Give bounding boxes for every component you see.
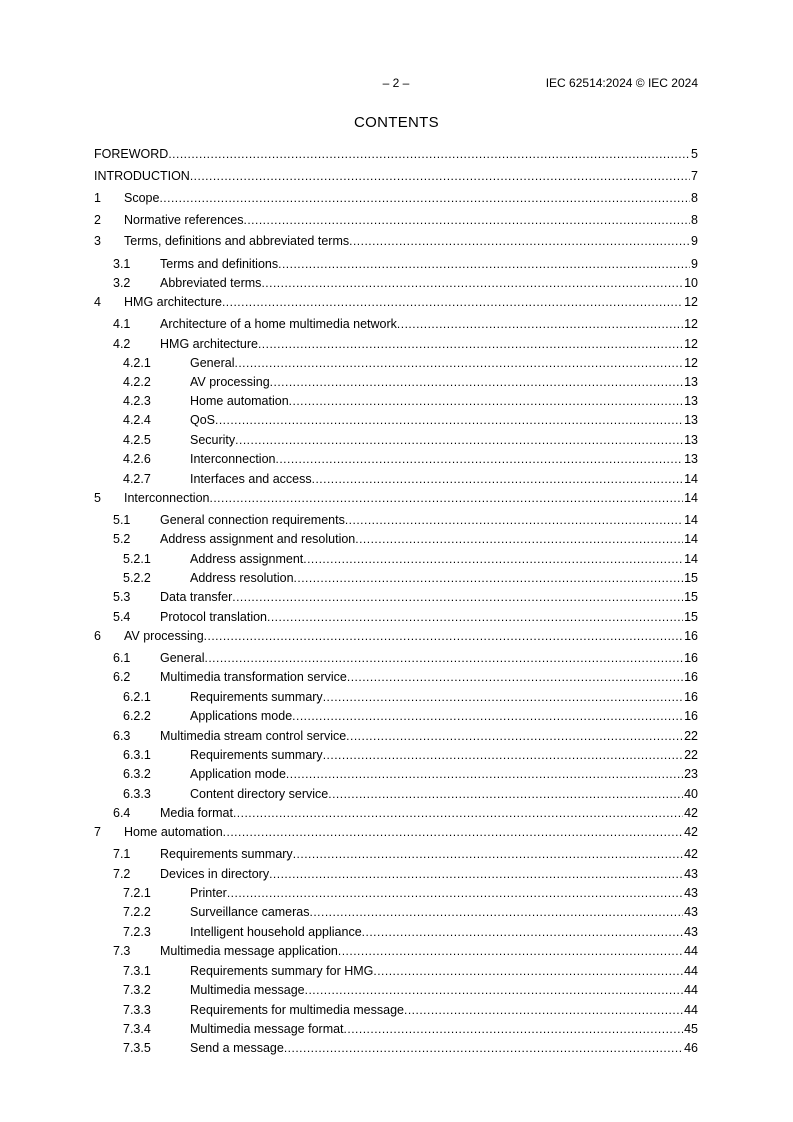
toc-entry-title: Requirements summary: [190, 748, 323, 762]
toc-entry[interactable]: [94, 904, 698, 920]
toc-entry-title: General: [190, 356, 235, 370]
toc-entry[interactable]: [94, 786, 698, 802]
toc-entry-line: [190, 355, 698, 371]
toc-entry-line: [160, 589, 698, 605]
toc-entry[interactable]: [94, 190, 698, 206]
toc-entry-page: 12: [684, 295, 698, 309]
toc-entry-page: 13: [684, 452, 698, 466]
toc-entry-number: 7.2.3: [123, 925, 151, 939]
toc-dot-leader: [289, 393, 683, 409]
toc-entry[interactable]: [94, 885, 698, 901]
toc-entry[interactable]: [94, 412, 698, 428]
toc-entry-title: Interconnection: [124, 491, 210, 505]
toc-entry-page: 14: [684, 472, 698, 486]
toc-entry[interactable]: [94, 589, 698, 605]
toc-entry-number: 5.2.2: [123, 571, 151, 585]
toc-entry-page: 16: [684, 629, 698, 643]
toc-entry-line: [190, 924, 698, 940]
toc-entry-number: 4.2.2: [123, 375, 151, 389]
toc-dot-leader: [278, 256, 690, 272]
toc-entry[interactable]: [94, 824, 698, 840]
toc-entry-page: 16: [684, 670, 698, 684]
toc-entry[interactable]: [94, 866, 698, 882]
toc-entry-number: 1: [94, 191, 101, 205]
toc-dot-leader: [190, 168, 690, 184]
toc-entry-title: Scope: [124, 191, 160, 205]
toc-entry-number: 6.1: [113, 651, 131, 665]
toc-entry-title: Address assignment and resolution: [160, 532, 356, 546]
toc-entry-line: [160, 728, 698, 744]
toc-entry-title: Normative references: [124, 213, 244, 227]
toc-entry-number: 5.2.1: [123, 552, 151, 566]
toc-entry-page: 13: [684, 394, 698, 408]
toc-entry[interactable]: [94, 728, 698, 744]
toc-entry-title: Requirements for multimedia message: [190, 1003, 404, 1017]
toc-entry-title: Abbreviated terms: [160, 276, 262, 290]
toc-entry-number: 7.3.2: [123, 983, 151, 997]
toc-entry-number: 7.3.5: [123, 1041, 151, 1055]
standard-designation: IEC 62514:2024 © IEC 2024: [545, 76, 698, 90]
toc-entry-page: 14: [684, 513, 698, 527]
toc-dot-leader: [284, 1040, 683, 1056]
toc-dot-leader: [223, 824, 683, 840]
toc-entry-number: 5.3: [113, 590, 131, 604]
toc-entry-page: 44: [684, 1003, 698, 1017]
toc-entry[interactable]: [94, 531, 698, 547]
toc-entry-line: [190, 1002, 698, 1018]
toc-entry-number: 4.2.7: [123, 472, 151, 486]
toc-entry-title: Devices in directory: [160, 867, 270, 881]
toc-entry-page: 44: [684, 944, 698, 958]
toc-entry-line: [190, 471, 698, 487]
toc-entry[interactable]: [94, 233, 698, 249]
toc-dot-leader: [269, 866, 683, 882]
toc-entry-number: 7.3: [113, 944, 131, 958]
toc-entry-page: 44: [684, 964, 698, 978]
toc-entry-title: Terms and definitions: [160, 257, 279, 271]
toc-entry-line: [160, 650, 698, 666]
toc-entry-page: 8: [691, 213, 698, 227]
toc-dot-leader: [204, 650, 683, 666]
page-header: [94, 76, 698, 92]
toc-entry-number: 3.2: [113, 276, 131, 290]
toc-entry-line: [190, 570, 698, 586]
toc-entry[interactable]: [94, 512, 698, 528]
toc-entry-title: Address assignment: [190, 552, 304, 566]
toc-entry-line: [190, 451, 698, 467]
toc-entry-line: [124, 190, 698, 206]
toc-dot-leader: [362, 924, 683, 940]
toc-entry-number: 4.2.5: [123, 433, 151, 447]
toc-entry-number: 6.2.2: [123, 709, 151, 723]
toc-entry-page: 12: [684, 356, 698, 370]
toc-entry[interactable]: [94, 551, 698, 567]
toc-entry-number: 7: [94, 825, 101, 839]
toc-entry-page: 8: [691, 191, 698, 205]
toc-entry[interactable]: [94, 275, 698, 291]
toc-entry-line: [190, 766, 698, 782]
toc-dot-leader: [328, 786, 683, 802]
toc-entry-line: [190, 1040, 698, 1056]
toc-entry-page: 13: [684, 375, 698, 389]
toc-entry[interactable]: [94, 805, 698, 821]
toc-entry-number: 3: [94, 234, 101, 248]
toc-entry[interactable]: [94, 374, 698, 390]
page-title: CONTENTS: [354, 114, 439, 131]
toc-entry-page: 45: [684, 1022, 698, 1036]
toc-dot-leader: [261, 275, 683, 291]
toc-entry[interactable]: [94, 393, 698, 409]
toc-entry[interactable]: [94, 982, 698, 998]
toc-dot-leader: [305, 982, 683, 998]
toc-dot-leader: [232, 589, 683, 605]
toc-entry[interactable]: [94, 747, 698, 763]
toc-dot-leader: [286, 766, 683, 782]
toc-entry-title: Requirements summary for HMG: [190, 964, 374, 978]
toc-entry-line: [190, 747, 698, 763]
toc-entry-page: 43: [684, 925, 698, 939]
toc-entry-line: [160, 512, 698, 528]
toc-entry-title: FOREWORD: [94, 147, 169, 161]
toc-entry-page: 14: [684, 491, 698, 505]
toc-entry-page: 7: [691, 169, 698, 183]
toc-entry-number: 3.1: [113, 257, 131, 271]
toc-entry[interactable]: [94, 609, 698, 625]
toc-dot-leader: [294, 570, 684, 586]
toc-entry[interactable]: [94, 168, 698, 184]
toc-entry-title: Printer: [190, 886, 227, 900]
toc-entry-page: 12: [684, 337, 698, 351]
toc-entry-title: Surveillance cameras: [190, 905, 310, 919]
toc-entry-page: 16: [684, 709, 698, 723]
toc-dot-leader: [397, 316, 683, 332]
toc-entry[interactable]: [94, 1002, 698, 1018]
toc-dot-leader: [222, 294, 683, 310]
toc-entry-page: 22: [684, 748, 698, 762]
toc-dot-leader: [347, 669, 683, 685]
toc-entry[interactable]: [94, 628, 698, 644]
toc-entry[interactable]: [94, 669, 698, 685]
toc-entry-line: [160, 805, 698, 821]
toc-entry[interactable]: [94, 943, 698, 959]
toc-entry-number: 5.2: [113, 532, 131, 546]
toc-entry-title: General: [160, 651, 205, 665]
toc-entry-line: [160, 943, 698, 959]
toc-entry-line: [190, 432, 698, 448]
toc-entry-line: [124, 294, 698, 310]
toc-entry-page: 42: [684, 806, 698, 820]
toc-entry-line: [94, 146, 698, 162]
toc-entry-page: 22: [684, 729, 698, 743]
toc-entry-page: 43: [684, 905, 698, 919]
toc-entry[interactable]: [94, 212, 698, 228]
toc-entry-title: Address resolution: [190, 571, 294, 585]
toc-entry-page: 5: [691, 147, 698, 161]
toc-entry-line: [94, 168, 698, 184]
toc-entry-title: HMG architecture: [124, 295, 222, 309]
toc-entry-title: Terms, definitions and abbreviated terms: [124, 234, 350, 248]
toc-entry-page: 42: [684, 825, 698, 839]
toc-dot-leader: [338, 943, 683, 959]
toc-entry-line: [190, 374, 698, 390]
toc-entry-number: 6.3.1: [123, 748, 151, 762]
toc-dot-leader: [234, 355, 683, 371]
toc-dot-leader: [346, 728, 683, 744]
toc-entry-number: 6.3: [113, 729, 131, 743]
toc-entry-number: 7.3.3: [123, 1003, 151, 1017]
toc-entry-line: [124, 824, 698, 840]
toc-entry-title: Home automation: [190, 394, 289, 408]
toc-entry-title: Application mode: [190, 767, 286, 781]
toc-dot-leader: [310, 904, 684, 920]
toc-dot-leader: [345, 512, 683, 528]
toc-dot-leader: [404, 1002, 683, 1018]
toc-entry[interactable]: [94, 316, 698, 332]
toc-entry-title: Multimedia stream control service: [160, 729, 347, 743]
toc-dot-leader: [244, 212, 691, 228]
toc-entry-line: [124, 233, 698, 249]
toc-entry-number: 7.2: [113, 867, 131, 881]
toc-entry-title: Requirements summary: [160, 847, 293, 861]
toc-entry-page: 13: [684, 433, 698, 447]
toc-entry-number: 6.2: [113, 670, 131, 684]
toc-dot-leader: [267, 609, 683, 625]
toc-entry-line: [160, 316, 698, 332]
toc-dot-leader: [270, 374, 683, 390]
toc-dot-leader: [355, 531, 683, 547]
toc-entry-line: [190, 551, 698, 567]
toc-entry-number: 4.2.4: [123, 413, 151, 427]
toc-entry[interactable]: [94, 294, 698, 310]
toc-entry-line: [190, 885, 698, 901]
toc-dot-leader: [159, 190, 690, 206]
toc-entry-number: 4.2.3: [123, 394, 151, 408]
toc-entry[interactable]: [94, 471, 698, 487]
toc-entry-page: 10: [684, 276, 698, 290]
toc-entry-title: Interconnection: [190, 452, 276, 466]
toc-entry-page: 23: [684, 767, 698, 781]
toc-entry-page: 15: [684, 571, 698, 585]
toc-entry-number: 6.3.3: [123, 787, 151, 801]
toc-entry-line: [160, 609, 698, 625]
toc-dot-leader: [227, 885, 683, 901]
toc-entry-title: Security: [190, 433, 236, 447]
toc-entry-page: 40: [684, 787, 698, 801]
toc-entry-page: 14: [684, 552, 698, 566]
toc-entry-line: [160, 866, 698, 882]
toc-entry-line: [124, 490, 698, 506]
toc-entry-title: Home automation: [124, 825, 223, 839]
toc-entry-title: HMG architecture: [160, 337, 258, 351]
toc-entry-line: [160, 275, 698, 291]
toc-entry-line: [190, 786, 698, 802]
toc-entry-page: 12: [684, 317, 698, 331]
toc-entry-number: 6.2.1: [123, 690, 151, 704]
toc-dot-leader: [293, 846, 683, 862]
toc-entry-number: 4.2.1: [123, 356, 151, 370]
toc-entry-line: [190, 708, 698, 724]
toc-entry-line: [160, 256, 698, 272]
toc-entry-page: 42: [684, 847, 698, 861]
toc-entry-page: 9: [691, 234, 698, 248]
toc-entry-title: Content directory service: [190, 787, 329, 801]
toc-entry-title: QoS: [190, 413, 216, 427]
toc-entry[interactable]: [94, 924, 698, 940]
toc-dot-leader: [323, 747, 683, 763]
toc-entry-line: [160, 669, 698, 685]
toc-entry[interactable]: [94, 846, 698, 862]
toc-entry-page: 14: [684, 532, 698, 546]
toc-entry-title: Media format: [160, 806, 233, 820]
toc-entry[interactable]: [94, 570, 698, 586]
toc-entry-number: 4.2: [113, 337, 131, 351]
toc-entry-page: 43: [684, 886, 698, 900]
toc-entry-number: 7.1: [113, 847, 131, 861]
toc-dot-leader: [258, 336, 683, 352]
toc-entry-title: Multimedia message application: [160, 944, 338, 958]
toc-dot-leader: [349, 233, 690, 249]
toc-entry-line: [160, 336, 698, 352]
page-number: – 2 –: [382, 76, 410, 90]
toc-entry-title: Protocol translation: [160, 610, 268, 624]
toc-entry[interactable]: [94, 451, 698, 467]
toc-dot-leader: [168, 146, 690, 162]
toc-dot-leader: [312, 471, 683, 487]
toc-entry-title: Architecture of a home multimedia network: [160, 317, 397, 331]
toc-entry-number: 7.2.1: [123, 886, 151, 900]
toc-dot-leader: [215, 412, 683, 428]
toc-entry-number: 7.3.1: [123, 964, 151, 978]
toc-dot-leader: [373, 963, 683, 979]
toc-entry-line: [190, 1021, 698, 1037]
toc-entry-line: [124, 212, 698, 228]
toc-entry[interactable]: [94, 336, 698, 352]
toc-entry-page: 16: [684, 651, 698, 665]
toc-entry[interactable]: [94, 766, 698, 782]
toc-entry-line: [124, 628, 698, 644]
toc-entry-number: 2: [94, 213, 101, 227]
toc-entry-title: INTRODUCTION: [94, 169, 190, 183]
toc-dot-leader: [303, 551, 683, 567]
toc-entry[interactable]: [94, 708, 698, 724]
toc-entry-title: Requirements summary: [190, 690, 323, 704]
toc-entry-line: [190, 904, 698, 920]
toc-entry-page: 16: [684, 690, 698, 704]
toc-entry-page: 44: [684, 983, 698, 997]
toc-entry-title: Intelligent household appliance: [190, 925, 362, 939]
toc-entry[interactable]: [94, 963, 698, 979]
toc-entry[interactable]: [94, 1040, 698, 1056]
toc-entry-page: 15: [684, 610, 698, 624]
toc-dot-leader: [275, 451, 683, 467]
toc-entry-title: Data transfer: [160, 590, 233, 604]
toc-entry-title: Multimedia transformation service: [160, 670, 347, 684]
toc-entry-title: Interfaces and access: [190, 472, 312, 486]
toc-dot-leader: [323, 689, 683, 705]
toc-entry-page: 15: [684, 590, 698, 604]
toc-entry-number: 7.2.2: [123, 905, 151, 919]
toc-entry-title: Multimedia message: [190, 983, 305, 997]
toc-entry-line: [190, 393, 698, 409]
toc-dot-leader: [235, 432, 683, 448]
toc-entry[interactable]: [94, 355, 698, 371]
toc-entry-line: [190, 689, 698, 705]
toc-entry-number: 7.3.4: [123, 1022, 151, 1036]
toc-entry-title: Multimedia message format: [190, 1022, 344, 1036]
toc-entry-line: [190, 963, 698, 979]
toc-entry-number: 6.3.2: [123, 767, 151, 781]
toc-entry-line: [190, 982, 698, 998]
toc-entry-page: 13: [684, 413, 698, 427]
toc-entry-number: 5.1: [113, 513, 131, 527]
toc-entry-line: [190, 412, 698, 428]
toc-entry[interactable]: [94, 689, 698, 705]
toc-entry-page: 43: [684, 867, 698, 881]
toc-entry-number: 6: [94, 629, 101, 643]
toc-entry-number: 5: [94, 491, 101, 505]
toc-entry[interactable]: [94, 146, 698, 162]
toc-entry-title: Send a message: [190, 1041, 284, 1055]
toc-entry-number: 4.1: [113, 317, 131, 331]
toc-entry-number: 4: [94, 295, 101, 309]
toc-entry[interactable]: [94, 650, 698, 666]
toc-entry-page: 9: [691, 257, 698, 271]
toc-entry-number: 6.4: [113, 806, 131, 820]
toc-entry[interactable]: [94, 432, 698, 448]
toc-entry-title: AV processing: [190, 375, 270, 389]
toc-entry-title: Applications mode: [190, 709, 293, 723]
toc-entry[interactable]: [94, 256, 698, 272]
toc-entry-line: [160, 531, 698, 547]
toc-entry[interactable]: [94, 490, 698, 506]
toc-dot-leader: [209, 490, 683, 506]
toc-entry-line: [160, 846, 698, 862]
toc-entry[interactable]: [94, 1021, 698, 1037]
toc-dot-leader: [292, 708, 683, 724]
toc-entry-number: 4.2.6: [123, 452, 151, 466]
toc-entry-title: AV processing: [124, 629, 204, 643]
toc-dot-leader: [344, 1021, 684, 1037]
toc-entry-page: 46: [684, 1041, 698, 1055]
toc-dot-leader: [204, 628, 683, 644]
toc-entry-number: 5.4: [113, 610, 131, 624]
toc-entry-title: General connection requirements: [160, 513, 345, 527]
toc-dot-leader: [233, 805, 683, 821]
